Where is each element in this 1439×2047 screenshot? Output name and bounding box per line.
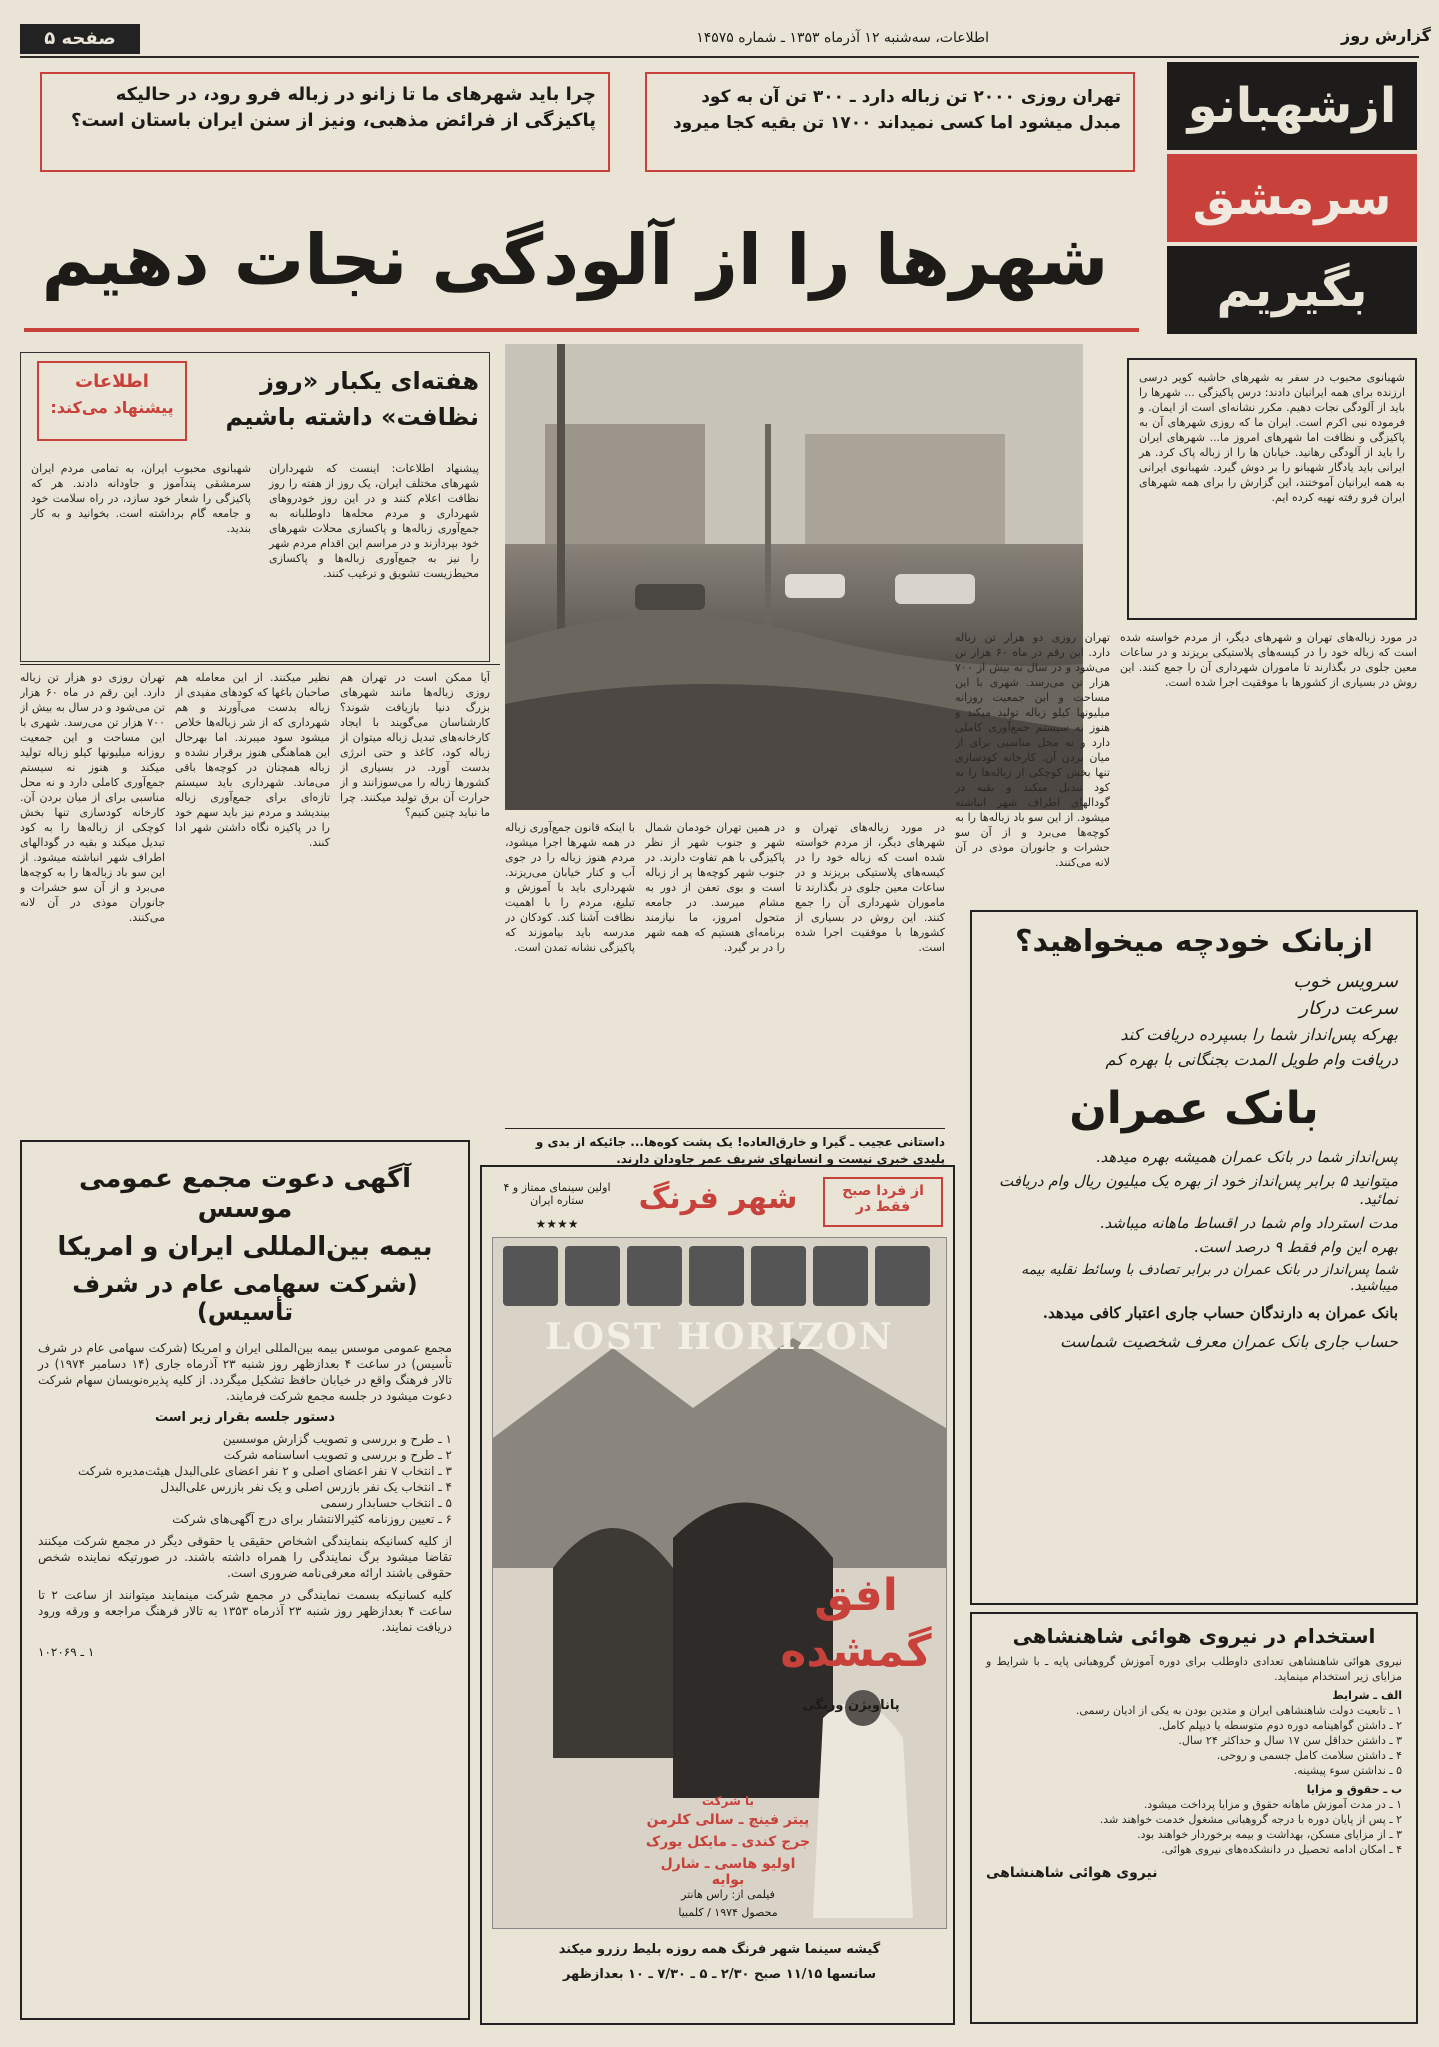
cinema-ad-stars: ★★★★ bbox=[535, 1217, 579, 1231]
film-cast-3: اولیو هاسی ـ شارل بوایه bbox=[660, 1856, 796, 1888]
military-ad-cond-title: الف ـ شرایط bbox=[1332, 1689, 1402, 1702]
military-ad-ben3: ۳ ـ از مزایای مسکن، بهداشت و بیمه برخوردار خواهند بود. bbox=[1137, 1828, 1402, 1841]
subhead-right-text: تهران روزی ۲۰۰۰ تن زباله دارد ـ ۳۰۰ تن آن به کود مبدل میشود اما کسی نمیداند ۱۷۰۰ تن بقیه کجا میرود bbox=[672, 87, 1121, 133]
military-ad-ben1: ۱ ـ در مدت آموزش ماهانه حقوق و مزایا پرداخت میشود. bbox=[1143, 1798, 1402, 1811]
proposal-section bbox=[20, 352, 490, 662]
article-column-1: تهران روزی دو هزار تن زباله دارد. این رقم در ماه ۶۰ هزار تن می‌شود و در سال به بیش از ۷۰۰ هزار تن می‌رسد. شهری با این مساحت و این جمعیت روزانه میلیونها کیلو زباله تولید میکند و هنوز نه سیستم جمع‌آوری کاملی دارد و نه محل مناسبی برای از میان بردن آن. کارخانه کودسازی تنها بخش کوچکی از زباله‌ها را به کود تبدیل میکند و بقیه در گودالهای اطراف شهر انباشته میشود. از این سو باد زباله‌ها را به کوچه‌ها می‌برد و از آن سو حشرات و جانوران موذی در آن لانه می‌کنند. bbox=[20, 671, 165, 924]
slogan-line1: ازشهبانو bbox=[1167, 62, 1417, 150]
assembly-ad-body1: مجمع عمومی موسس بیمه بین‌المللی ایران و امریکا (شرکت سهامی عام در شرف تأسیس) در ساعت ۴ بعدازظهر روز شنبه ۲۳ آذرماه جاری (۱۴ دسامبر ۱۹۷۴) در تالار فرهنگ واقع در خیابان حافظ تشکیل میگردد. از کلیه پذیره‌نویسان سهام شرکت دعوت میشود در جلسه مجمع شرکت فرمایند. bbox=[38, 1341, 453, 1403]
bank-ad-question: ازبانک خودچه میخواهید؟ bbox=[1015, 924, 1373, 959]
assembly-ad-code: ۱ ـ ۱۰۲۰۶۹ bbox=[38, 1645, 95, 1659]
subhead-left bbox=[40, 72, 610, 172]
military-ad bbox=[970, 1612, 1418, 2024]
proposal-badge-title: اطلاعات bbox=[75, 371, 149, 392]
film-cast-1: پیتر فینچ ـ سالی کلرمن bbox=[646, 1812, 810, 1828]
assembly-ad-body2: از کلیه کسانیکه بنمایندگی اشخاص حقیقی یا حقوقی دیگر در مجمع شرکت میکنند تقاضا میشود برگ نمایندگی را همراه داشته باشند. در صورتیکه نماینده شخص حقوقی باشند ارائه معرفی‌نامه ضروری است. bbox=[38, 1534, 452, 1580]
assembly-ad-agenda-title: دستور جلسه بقرار زیر است bbox=[154, 1410, 335, 1425]
assembly-ad-title3: (شرکت سهامی عام در شرف تأسیس) bbox=[72, 1270, 418, 1326]
bank-ad bbox=[970, 910, 1418, 1605]
film-cast-2: جرج کندی ـ مایکل یورک bbox=[645, 1834, 811, 1850]
bank-ad-line7: مدت استرداد وام شما در اقساط ماهانه میباشد. bbox=[1099, 1214, 1398, 1232]
slogan-line2: سرمشق bbox=[1167, 154, 1417, 242]
military-ad-ben4: ۴ ـ امکان ادامه تحصیل در دانشکده‌های نیروی هوائی. bbox=[1161, 1843, 1402, 1856]
cinema-teaser-line: داستانی عجیب ـ گیرا و خارق‌العاده! یک پشت کوه‌ها... جائیکه از بدی و پلیدی خبری نیست و انسانهای شریف عمر جاودان دارند. bbox=[535, 1135, 945, 1166]
cinema-ad-from-tomorrow bbox=[823, 1177, 943, 1227]
assembly-ad-body3: کلیه کسانیکه بسمت نمایندگی در مجمع شرکت مینمایند میتوانند از ساعت ۲ تا ساعت ۴ بعدازظهر روز شنبه ۲۳ آذرماه ۱۳۵۳ به تالار فرهنگ مراجعه و ورقه ورود دریافت نمایند. bbox=[38, 1588, 453, 1634]
proposal-badge-sub: پیشنهاد می‌کند: bbox=[50, 398, 174, 417]
slogan-block bbox=[1167, 62, 1417, 338]
cinema-ad-footer1: گیشه سینما شهر فرنگ همه روزه بلیط رزرو میکند bbox=[558, 1942, 881, 1957]
military-ad-cond2: ۲ ـ داشتن گواهینامه دوره دوم متوسطه یا دیپلم کامل. bbox=[1158, 1719, 1402, 1732]
article-column-6: در مورد زباله‌های تهران و شهرهای دیگر، از مردم خواسته شده است که زباله خود را در کیسه‌های پلاستیکی بریزند و در ساعات معین جلوی در بگذارند تا ماموران شهرداری آن را جمع کنند. این روش در بسیاری از کشورها با موفقیت اجرا شده است. bbox=[795, 821, 945, 954]
military-ad-title: استخدام در نیروی هوائی شاهنشاهی bbox=[1012, 1624, 1376, 1648]
film-title-english: LOST HORIZON bbox=[545, 1316, 894, 1358]
header-page-number: صفحه ۵ bbox=[20, 24, 140, 54]
assembly-ad-title1: آگهی دعوت مجمع عمومی موسس bbox=[78, 1164, 412, 1224]
assembly-ad-agenda1: ۱ ـ طرح و بررسی و تصویب گزارش موسسین bbox=[222, 1432, 452, 1446]
bank-ad-line1: سرویس خوب bbox=[1293, 971, 1398, 992]
main-headline: شهرها را از آلودگی نجات دهیم bbox=[41, 219, 1109, 301]
military-ad-cond1: ۱ ـ تابعیت دولت شاهنشاهی ایران و متدین بودن به یکی از ادیان رسمی. bbox=[1075, 1704, 1402, 1717]
film-title-persian: افق گمشده bbox=[780, 1570, 932, 1677]
bank-ad-line8: بهره این وام فقط ۹ درصد است. bbox=[1193, 1238, 1398, 1256]
shahbanu-article bbox=[1127, 358, 1417, 620]
divider-2 bbox=[505, 1128, 945, 1129]
proposal-body-left: شهبانوی محبوب ایران، به تمامی مردم ایران سرمشقی پندآموز و جاودانه دادند. هر که پاکیزگی را شعار خود سازد، در راه سلامت خود و جامعه گام برداشته است. بخوانید و به کار بندید. bbox=[31, 462, 251, 535]
military-ad-cond5: ۵ ـ نداشتن سوء پیشینه. bbox=[1293, 1764, 1402, 1777]
military-ad-ben-title: ب ـ حقوق و مزایا bbox=[1306, 1783, 1402, 1796]
article-column-4: با اینکه قانون جمع‌آوری زباله در همه شهرها اجرا میشود، مردم هنوز زباله را در جوی آب و کنار خیابان می‌ریزند. شهرداری باید با آموزش و تبلیغ، مردم را با اهمیت نظافت آشنا کند. کودکان در مدرسه باید بیاموزند که پاکیزگی نشانه تمدن است. bbox=[505, 821, 635, 954]
assembly-ad-agenda3: ۳ ـ انتخاب ۷ نفر اعضای اصلی و ۲ نفر اعضای علی‌البدل هیئت‌مدیره شرکت bbox=[78, 1464, 452, 1478]
headline-underline bbox=[24, 328, 1139, 332]
bank-ad-line2: سرعت درکار bbox=[1299, 998, 1398, 1019]
bank-ad-line3: بهرکه پس‌انداز شما را بسپرده دریافت کند bbox=[1120, 1025, 1398, 1044]
bank-ad-line4: دریافت وام طویل المدت بجنگانی با بهره کم bbox=[1105, 1050, 1398, 1069]
cinema-ad bbox=[480, 1165, 955, 2025]
subhead-left-text: چرا باید شهرهای ما تا زانو در زباله فرو رود، در حالیکه پاکیزگی از فرائض مذهبی، ونیز از سنن ایران باستان است؟ bbox=[70, 84, 596, 131]
shahbanu-article-text: شهبانوی محبوب در سفر به شهرهای حاشیه کویر درسی ارزنده برای همه ایرانیان دادند: درس پاکیزگی ... شهرها را باید از آلودگی نجات دهیم. مکرر نشانه‌ای است از ایمان. و فرموده نبی اکرم است. ایران ما که روزی شهرهای آن به پاکیزگی و نظافت اما شهرهای امروز ما... شهرهای ایران را باید از آلودگی رهانید. خیابان ها را از زباله پاک کرد. هر ایرانی باید یادگار شهبانو را بر دوش گیرد. شهبانوی ایرانی به همه ایرانیان آموختند، این گزارش را برای همه شهرهای ایران فرو رفته نهیه کرده ایم. bbox=[1139, 371, 1405, 504]
bank-ad-line5: پس‌انداز شما در بانک عمران همیشه بهره میدهد. bbox=[1095, 1148, 1398, 1166]
military-ad-cond4: ۴ ـ داشتن سلامت کامل جسمی و روحی. bbox=[1216, 1749, 1402, 1762]
film-poster bbox=[492, 1237, 947, 1929]
military-ad-signature: نیروی هوائی شاهنشاهی bbox=[986, 1865, 1158, 1881]
bank-ad-line6: میتوانید ۵ برابر پس‌انداز خود از بهره یک میلیون ریال وام دریافت نمائید. bbox=[998, 1172, 1398, 1208]
film-studio: محصول ۱۹۷۴ / کلمبیا bbox=[678, 1906, 778, 1919]
cinema-ad-from-tomorrow-text: از فردا صبح فقط در bbox=[842, 1183, 924, 1215]
assembly-ad-agenda2: ۲ ـ طرح و بررسی و تصویب اساسنامه شرکت bbox=[223, 1448, 452, 1462]
bank-ad-line9: شما پس‌انداز در بانک عمران در برابر تصادف با وسائط نقلیه بیمه میباشید. bbox=[1021, 1262, 1398, 1294]
cinema-ad-first: اولین سینمای ممتاز و ۴ ستاره ایران bbox=[503, 1181, 611, 1207]
article-column-2: نظیر میکنند. از این معامله هم صاحبان باغها که کودهای مفیدی از زباله بدست می‌آورند و هم شهرداری که از شر زباله‌ها خلاص میشود سود میبرند. اما بهرحال این هماهنگی هنوز برقرار نشده و زباله همچنان در کوچه‌ها باقی می‌ماند. شهرداری باید سیستم تازه‌ای برای جمع‌آوری زباله بیندیشد و مردم نیز باید سهم خود را در پاکیزه نگاه داشتن شهر ادا کنند. bbox=[175, 671, 330, 849]
military-ad-intro: نیروی هوائی شاهنشاهی تعدادی داوطلب برای دوره آموزش گروهبانی پایه ـ با شرایط و مزایای زیر استخدام مینماید. bbox=[986, 1655, 1402, 1683]
film-cast-label: با شرکت bbox=[701, 1794, 755, 1808]
cinema-ad-cinema-name: شهر فرنگ bbox=[638, 1181, 798, 1216]
article-column-8: در مورد زباله‌های تهران و شهرهای دیگر، از مردم خواسته شده است که زباله خود را در کیسه‌های پلاستیکی بریزند و در ساعات معین جلوی در بگذارند تا ماموران شهرداری آن را جمع کنند. این روش در بسیاری از کشورها با موفقیت اجرا شده است. bbox=[1120, 631, 1417, 689]
proposal-badge bbox=[37, 361, 187, 441]
military-ad-ben2: ۲ ـ پس از پایان دوره با درجه گروهبانی مشغول خدمت خواهند شد. bbox=[1099, 1813, 1402, 1826]
assembly-ad-agenda5: ۵ ـ انتخاب حسابدار رسمی bbox=[320, 1496, 452, 1510]
proposal-body-right: پیشنهاد اطلاعات: اینست که شهرداران شهرهای مختلف ایران، یک روز از هفته را روز نظافت اعلام کنند و در این روز خودروهای شهرداری و مردم محله‌ها داوطلبانه به جمع‌آوری زباله‌ها و پاکسازی محلات شهرهای خود بپردازند و در مراسم این اقدام مردم شهر را نیز به جمع‌آوری زباله‌ها و پاکسازی محیط‌زیست تشویق و ترغیب کنند. bbox=[269, 462, 479, 580]
article-column-3: آیا ممکن است در تهران هم روزی زباله‌ها مانند شهرهای بزرگ دنیا بازیافت شوند؟ کارشناسان می‌گویند با ایجاد کارخانه‌های تبدیل زباله میتوان از زباله کود، کاغذ و حتی انرژی بدست آورد. در بسیاری از کشورها زباله را می‌سوزانند و از حرارت آن برق تولید میکنند. چرا ما نباید چنین کنیم؟ bbox=[340, 671, 490, 819]
header-rule bbox=[20, 56, 1419, 58]
film-director: فیلمی از: راس هانتر bbox=[681, 1888, 775, 1901]
divider-1 bbox=[20, 664, 500, 665]
header-section-label: گزارش روز bbox=[1341, 22, 1431, 50]
assembly-ad bbox=[20, 1140, 470, 2020]
proposal-title: هفته‌ای یکبار «روز نظافت» داشته باشیم bbox=[225, 367, 479, 431]
assembly-ad-title2: بیمه بین‌المللی ایران و امریکا bbox=[57, 1232, 433, 1262]
article-column-7: تهران روزی دو هزار تن زباله دارد. این رقم در ماه ۶۰ هزار تن می‌شود و در سال به بیش از ۷۰۰ هزار تن می‌رسد. شهری با این مساحت و این جمعیت روزانه میلیونها کیلو زباله تولید میکند و هنوز نه سیستم جمع‌آوری کاملی دارد و نه محل مناسبی برای از میان بردن آن. کارخانه کودسازی تنها بخش کوچکی از زباله‌ها را به کود تبدیل میکند و بقیه در گودالهای اطراف شهر انباشته میشود. از این سو باد زباله‌ها را به کوچه‌ها می‌برد و از آن سو حشرات و جانوران موذی در آن لانه می‌کنند. bbox=[955, 631, 1110, 869]
header-issue-line: اطلاعات، سه‌شنبه ۱۲ آذرماه ۱۳۵۳ ـ شماره ۱۴۵۷۵ bbox=[696, 30, 989, 46]
military-ad-cond3: ۳ ـ داشتن حداقل سن ۱۷ سال و حداکثر ۲۴ سال. bbox=[1178, 1734, 1402, 1747]
bank-ad-line11: حساب جاری بانک عمران معرف شخصیت شماست bbox=[1059, 1332, 1398, 1351]
subhead-right bbox=[645, 72, 1135, 172]
film-format: پاناویژن ورنگی bbox=[802, 1698, 900, 1713]
cinema-ad-footer2: سانسها ۱۱/۱۵ صبح ۲/۳۰ ـ ۵ ـ ۷/۳۰ ـ ۱۰ بعدازظهر bbox=[562, 1967, 877, 1982]
bank-ad-line10: بانک عمران به دارندگان حساب جاری اعتبار کافی میدهد. bbox=[1042, 1304, 1398, 1322]
bank-ad-name: بانک عمران bbox=[1069, 1083, 1319, 1134]
assembly-ad-agenda4: ۴ ـ انتخاب یک نفر بازرس اصلی و یک نفر بازرس علی‌البدل bbox=[160, 1480, 452, 1494]
assembly-ad-agenda6: ۶ ـ تعیین روزنامه کثیرالانتشار برای درج آگهی‌های شرکت bbox=[172, 1512, 452, 1526]
article-column-5: در همین تهران خودمان شمال شهر و جنوب شهر از نظر پاکیزگی با هم تفاوت دارند. در جنوب شهر کوچه‌ها پر از زباله است و بوی تعفن از دور به مشام میرسد. در جامعه متحول امروز، ما نیازمند برنامه‌ای هستیم که همه شهر را در بر گیرد. bbox=[645, 821, 785, 954]
slogan-line3: بگیریم bbox=[1167, 246, 1417, 334]
